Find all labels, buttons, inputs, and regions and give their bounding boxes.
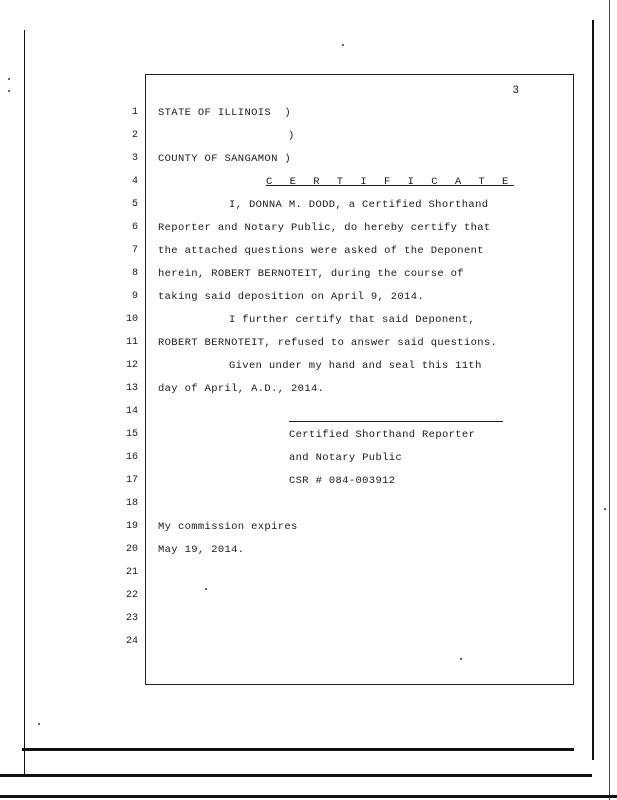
reporter-title: and Notary Public [289, 452, 403, 464]
reporter-title: Certified Shorthand Reporter [289, 429, 476, 441]
certificate-text: ROBERT BERNOTEIT, refused to answer said questions. [158, 337, 498, 349]
transcript-page [125, 74, 574, 685]
scan-speck [38, 723, 40, 725]
line-number: 1 [131, 107, 138, 118]
certificate-text: Reporter and Notary Public, do hereby certify that [158, 222, 491, 234]
line-number: 6 [131, 222, 138, 233]
scan-edge-right [592, 20, 594, 760]
commission-date: May 19, 2014. [158, 544, 245, 556]
commission-label: My commission expires [158, 521, 298, 533]
scan-speck [604, 508, 606, 510]
state-line: STATE OF ILLINOIS ) [158, 107, 292, 119]
scan-bar-bottom-3 [0, 795, 617, 798]
certificate-text: taking said deposition on April 9, 2014. [158, 291, 425, 303]
csr-number: CSR # 084-003912 [289, 475, 396, 487]
scan-bar-bottom-1 [22, 748, 574, 751]
scan-speck [8, 90, 10, 92]
line-number: 4 [131, 176, 138, 187]
bracket-line: ) [288, 130, 295, 142]
line-number: 19 [125, 521, 138, 532]
certificate-text: I further certify that said Deponent, [229, 314, 476, 326]
certificate-text: the attached questions were asked of the Deponent [158, 245, 484, 257]
scan-edge-left [24, 30, 25, 775]
scan-edge-right-outer [609, 0, 610, 800]
line-number: 18 [125, 498, 138, 509]
scan-speck [8, 78, 10, 80]
certificate-text: herein, ROBERT BERNOTEIT, during the course of [158, 268, 464, 280]
scan-bar-bottom-2 [0, 774, 592, 777]
line-number: 7 [131, 245, 138, 256]
line-number: 8 [131, 268, 138, 279]
line-number: 3 [131, 153, 138, 164]
line-number: 17 [125, 475, 138, 486]
county-line: COUNTY OF SANGAMON ) [158, 153, 292, 165]
page-number: 3 [512, 85, 519, 97]
certificate-date: day of April, A.D., 2014. [158, 383, 325, 395]
line-number: 11 [125, 337, 138, 348]
certificate-title: C E R T I F I C A T E [266, 176, 514, 188]
line-number: 23 [125, 613, 138, 624]
scan-speck [342, 44, 344, 46]
line-number: 24 [125, 636, 138, 647]
line-number: 13 [125, 383, 138, 394]
line-number: 2 [131, 130, 138, 141]
line-number: 10 [125, 314, 138, 325]
line-number: 22 [125, 590, 138, 601]
line-number: 9 [131, 291, 138, 302]
certificate-text: Given under my hand and seal this 11th [229, 360, 482, 372]
line-number: 12 [125, 360, 138, 371]
line-number: 21 [125, 567, 138, 578]
signature-line [289, 421, 503, 422]
line-number: 15 [125, 429, 138, 440]
certificate-text: I, DONNA M. DODD, a Certified Shorthand [229, 199, 489, 211]
line-number: 20 [125, 544, 138, 555]
line-number: 5 [131, 199, 138, 210]
line-number: 14 [125, 406, 138, 417]
line-number: 16 [125, 452, 138, 463]
